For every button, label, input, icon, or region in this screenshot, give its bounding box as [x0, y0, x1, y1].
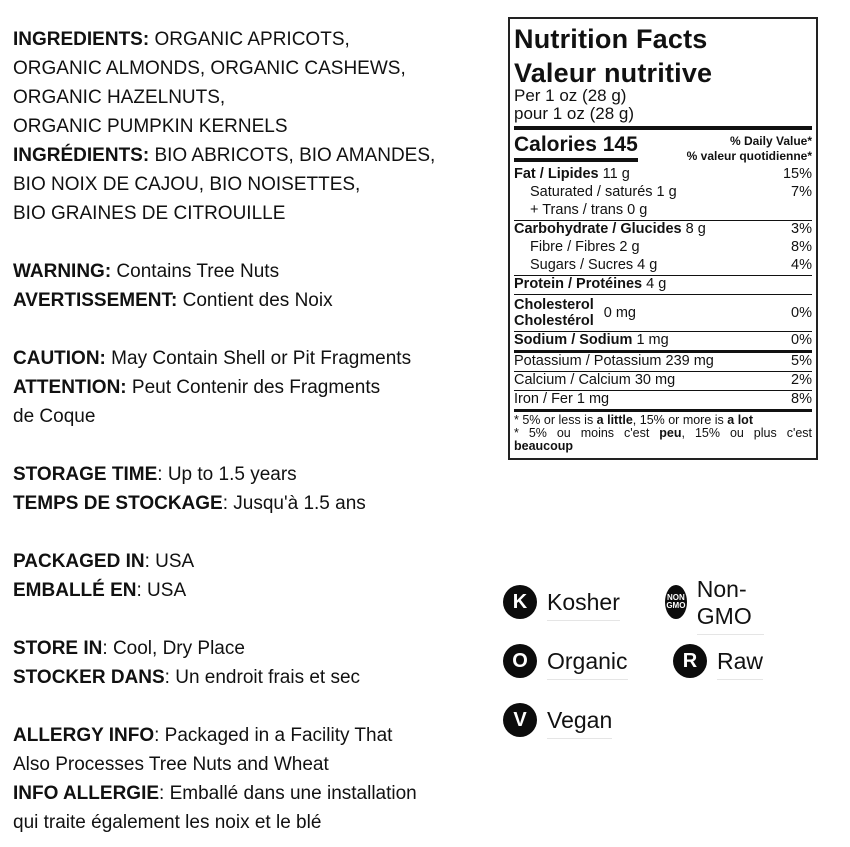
sodium-row: Sodium / Sodium 1 mg 0% [514, 332, 812, 348]
warning-en: WARNING: Contains Tree Nuts [13, 261, 280, 282]
product-info-text [13, 25, 493, 837]
kosher-icon: K [503, 585, 537, 619]
calories: Calories 145 [514, 133, 638, 162]
iron-row: Iron / Fer 1 mg 8% [514, 391, 812, 407]
fat-row: Fat / Lipides 11 g 15% [514, 166, 812, 182]
badge-organic: O Organic [503, 643, 628, 679]
ingredients-fr-line: BIO NOIX DE CAJOU, BIO NOISETTES, [13, 174, 361, 195]
raw-icon: R [673, 644, 707, 678]
allergy-en-cont: Also Processes Tree Nuts and Wheat [13, 754, 329, 775]
ingredients-en-line: ORGANIC ALMONDS, ORGANIC CASHEWS, [13, 58, 406, 79]
caution-fr-cont: de Coque [13, 406, 96, 427]
storage-time-en: STORAGE TIME: Up to 1.5 years [13, 464, 297, 485]
ingredients-en-line: ORGANIC PUMPKIN KERNELS [13, 116, 288, 137]
badge-kosher: K Kosher [503, 584, 620, 620]
calcium-row: Calcium / Calcium 30 mg 2% [514, 372, 812, 388]
ingredients-fr-line: BIO GRAINES DE CITROUILLE [13, 203, 286, 224]
organic-icon: O [503, 644, 537, 678]
nutrition-title-fr: Valeur nutritive [514, 58, 713, 88]
caution-fr: ATTENTION: Peut Contenir des Fragments [13, 377, 381, 398]
protein-row: Protein / Protéines 4 g [514, 275, 812, 294]
nutrition-facts-panel [508, 17, 818, 460]
warning-fr: AVERTISSEMENT: Contient des Noix [13, 290, 333, 311]
nutrition-title-en: Nutrition Facts [514, 24, 708, 54]
saturated-row: Saturated / saturés 1 g 7% [530, 184, 812, 200]
allergy-fr-cont: qui traite également les noix et le blé [13, 812, 322, 833]
allergy-en: ALLERGY INFO: Packaged in a Facility That [13, 725, 393, 746]
storage-time-fr: TEMPS DE STOCKAGE: Jusqu'à 1.5 ans [13, 493, 366, 514]
badge-raw: R Raw [673, 643, 763, 679]
serving-size-en: Per 1 oz (28 g) [514, 86, 627, 105]
non-gmo-icon: NON GMO [665, 585, 687, 619]
caution-en: CAUTION: May Contain Shell or Pit Fragments [13, 348, 412, 369]
sugars-row: Sugars / Sucres 4 g 4% [530, 257, 812, 273]
allergy-fr: INFO ALLERGIE: Emballé dans une installation [13, 783, 417, 804]
vegan-icon: V [503, 703, 537, 737]
fibre-row: Fibre / Fibres 2 g 8% [530, 239, 812, 255]
store-in-en: STORE IN: Cool, Dry Place [13, 638, 245, 659]
daily-value-header: % Daily Value* % valeur quotidienne* [686, 134, 812, 163]
ingredients-en: INGREDIENTS: ORGANIC APRICOTS, [13, 29, 350, 50]
serving-size-fr: pour 1 oz (28 g) [514, 104, 635, 123]
badge-non-gmo: NON GMO Non-GMO [665, 584, 764, 620]
store-in-fr: STOCKER DANS: Un endroit frais et sec [13, 667, 361, 688]
trans-row: + Trans / trans 0 g [530, 202, 648, 218]
calories-row [514, 130, 812, 166]
packaged-in-fr: EMBALLÉ EN: USA [13, 580, 187, 601]
ingredients-fr: INGRÉDIENTS: BIO ABRICOTS, BIO AMANDES, [13, 145, 436, 166]
carb-row: Carbohydrate / Glucides 8 g 3% [514, 221, 812, 237]
cholesterol-row: Cholesterol Cholestérol 0 mg 0% [514, 294, 812, 331]
packaged-in-en: PACKAGED IN: USA [13, 551, 195, 572]
ingredients-en-line: ORGANIC HAZELNUTS, [13, 87, 226, 108]
badge-vegan: V Vegan [503, 702, 612, 738]
footnote: * 5% or less is a little, 15% or more is a lot * 5% ou moins c'est peu, 15% ou plus c'est beaucoup [514, 409, 812, 453]
potassium-row: Potassium / Potassium 239 mg 5% [514, 350, 812, 371]
